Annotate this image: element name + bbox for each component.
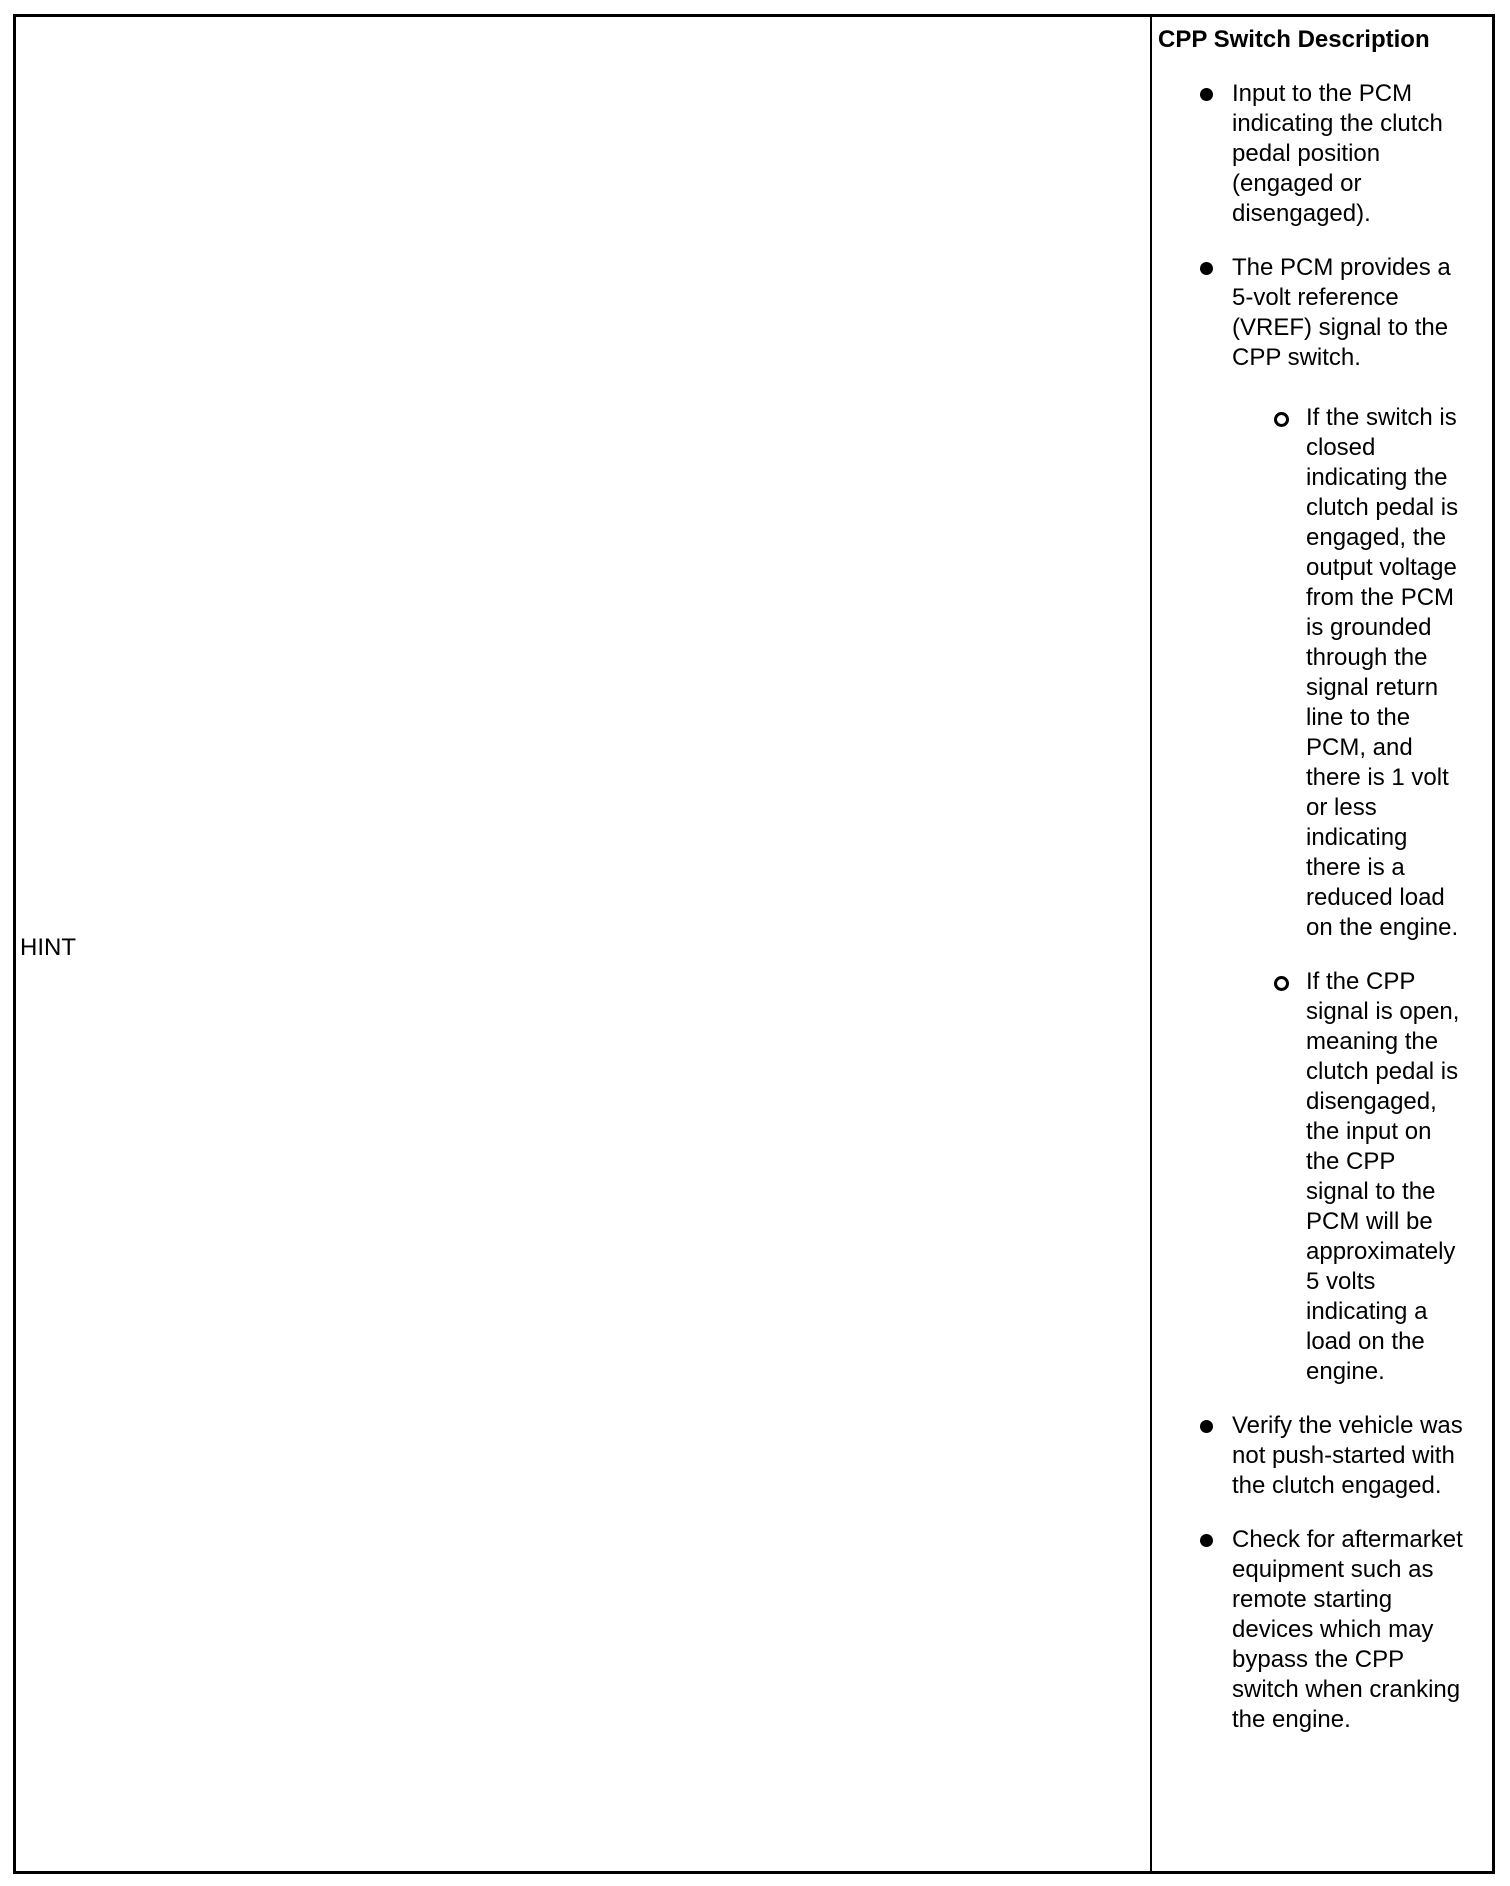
sub-bullet-list — [1232, 403, 1484, 1387]
bullet-item — [1158, 1525, 1484, 1735]
sub-bullet-item — [1232, 967, 1462, 1387]
hint-label: HINT — [20, 934, 76, 961]
hint-label-cell — [16, 17, 1152, 1871]
bullet-text: Verify the vehicle was not push-started with the clutch engaged. — [1232, 1412, 1463, 1499]
bullet-item — [1158, 253, 1484, 1387]
hint-table — [13, 14, 1495, 1874]
sub-bullet-text: If the CPP signal is open, meaning the clutch pedal is disengaged, the input on the CPP signal to the PCM will be approximately 5 volts indicating a load on the engine. — [1306, 968, 1460, 1385]
bullet-dot-icon — [1200, 88, 1213, 101]
sub-bullet-text: If the switch is closed indicating the clutch pedal is engaged, the output voltage from the PCM is grounded through the signal return line to the PCM, and there is 1 volt or less indicating there is a reduced load on the engine. — [1306, 404, 1459, 941]
hollow-bullet-icon — [1274, 412, 1289, 427]
bullet-item — [1158, 1411, 1484, 1501]
bullet-text: Check for aftermarket equipment such as remote starting devices which may bypass the CPP switch when cranking the engine. — [1232, 1526, 1463, 1733]
bullet-dot-icon — [1200, 262, 1213, 275]
section-title: CPP Switch Description — [1158, 26, 1430, 53]
sub-bullet-item — [1232, 403, 1462, 943]
bullet-dot-icon — [1200, 1534, 1213, 1547]
bullet-text: The PCM provides a 5-volt reference (VREF) signal to the CPP switch. — [1232, 254, 1451, 371]
bullet-list — [1158, 79, 1484, 1735]
bullet-dot-icon — [1200, 1420, 1213, 1433]
bullet-text: Input to the PCM indicating the clutch pedal position (engaged or disengaged). — [1232, 80, 1443, 227]
hint-content-cell — [1152, 17, 1492, 1871]
bullet-item — [1158, 79, 1484, 229]
hollow-bullet-icon — [1274, 976, 1289, 991]
